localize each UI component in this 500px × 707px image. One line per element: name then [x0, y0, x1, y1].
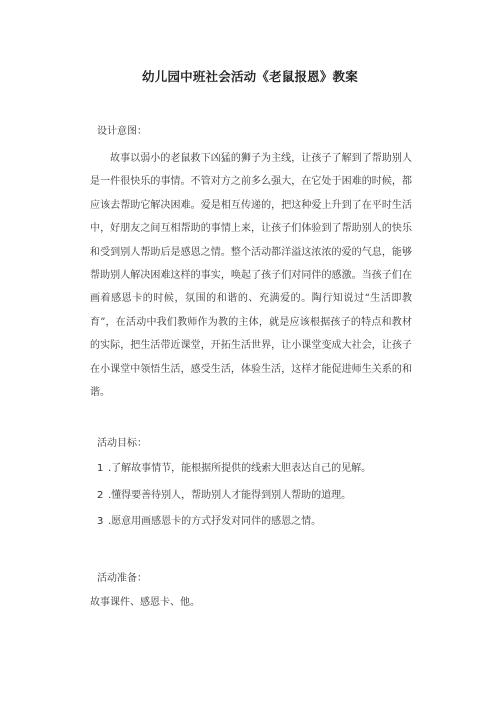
preparation-heading: 活动准备：	[97, 573, 147, 584]
design-intent-paragraph: 故事以弱小的老鼠救下凶猛的狮子为主线，让孩子了解到了帮助别人是一件很快乐的事情。不管对方之前多么强大，在它处于困难的时候，都应该去帮助它解决困难。爱是相互传递的，把这种爱上升到了在平时生活中，好朋友之间互相帮助的事情上来，让孩子们体验到了帮助别人的快乐和受到别人帮助后是感恩之情。整个活动都洋溢这浓浓的爱的气息，能够帮助别人解决困难这样的事实，唤起了孩子们对同伴的感激。当孩子们在画着感恩卡的时候，氛围的和谐的、充满爱的。陶行知说过“生活即教育”，在活动中我们教师作为教的主体，就是应该根据孩子的特点和教材的实际，把生活带近课堂，开拓生活世界，让小课堂变成大社会，让孩子在小课堂中领悟生活，感受生活，体验生活，这样才能促进师生关系的和谐。	[90, 153, 412, 399]
goal-text: .了解故事情节，能根据所提供的线索大胆表达自己的见解。	[108, 463, 372, 474]
document-title: 幼儿园中班社会活动《老鼠报恩》教案	[142, 69, 358, 84]
goal-text: .懂得要善待别人，帮助别人才能得到别人帮助的道理。	[108, 490, 352, 501]
goal-number: 3	[97, 516, 104, 527]
goal-number: 1	[97, 463, 104, 474]
goal-text: .愿意用画感恩卡的方式抒发对同伴的感恩之情。	[108, 516, 322, 527]
goals-heading: 活动目标：	[97, 438, 147, 449]
goal-item-1	[97, 459, 371, 474]
goal-item-2	[97, 486, 351, 501]
design-intent-heading: 设计意图：	[97, 126, 147, 137]
goal-item-3	[97, 512, 321, 527]
preparation-text: 故事课件、感恩卡、他。	[90, 597, 200, 608]
goal-number: 2	[97, 490, 104, 501]
